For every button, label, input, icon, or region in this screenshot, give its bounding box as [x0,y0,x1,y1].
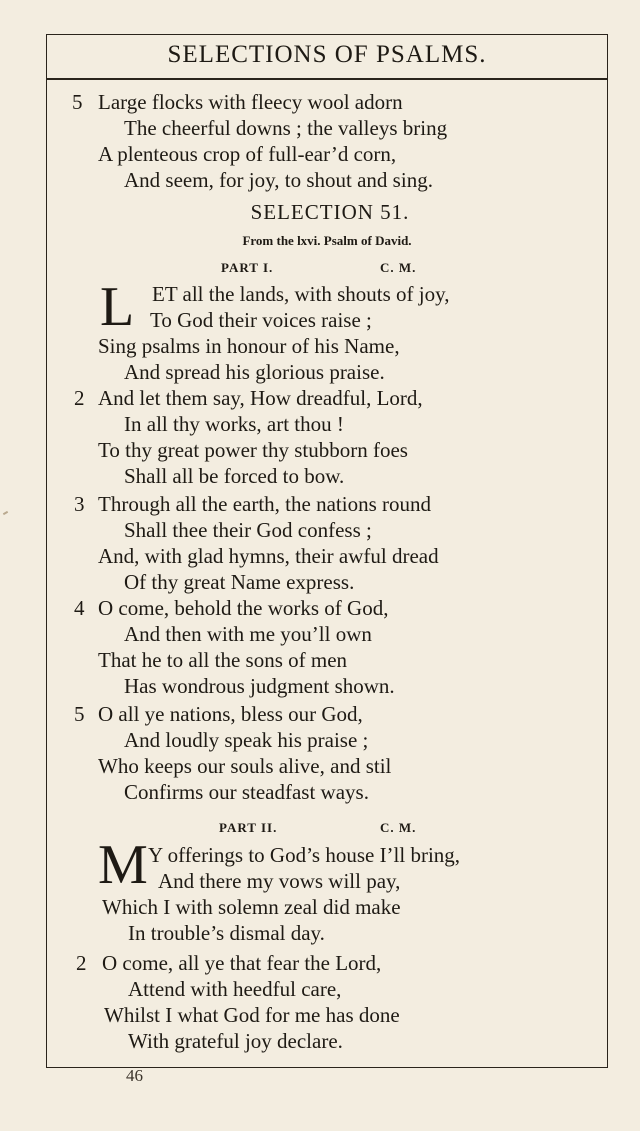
verse-line: And loudly speak his praise ; [124,728,369,752]
verse-line: Attend with heedful care, [128,977,342,1001]
verse-line: Y offerings to God’s house I’ll bring, [148,843,461,867]
verse-line: In trouble’s dismal day. [128,921,325,945]
stanza-number: 5 [74,702,85,726]
selection-source: From the lxvi. Psalm of David. [242,233,412,248]
stanza-number: 4 [74,596,85,620]
verse-line: And spread his glorious praise. [124,360,385,384]
verse-line: Large flocks with fleecy wool adorn [98,90,403,114]
margin-mark [3,511,8,515]
verse-line: Who keeps our souls alive, and stil [98,754,392,778]
part-label: PART II. [219,820,278,835]
verse-line: And then with me you’ll own [124,622,372,646]
verse-line: Shall thee their God confess ; [124,518,372,542]
verse-line: And, with glad hymns, their awful dread [98,544,439,568]
meter-label: C. M. [380,820,417,835]
verse-line: Sing psalms in honour of his Name, [98,334,400,358]
selection-title: SELECTION 51. [250,200,410,224]
verse-line: Of thy great Name express. [124,570,355,594]
verse-line: O all ye nations, bless our God, [98,702,363,726]
verse-line: And let them say, How dreadful, Lord, [98,386,423,410]
verse-line: ET all the lands, with shouts of joy, [152,282,450,306]
verse-line: And there my vows will pay, [158,869,401,893]
verse-line: In all thy works, art thou ! [124,412,344,436]
meter-label: C. M. [380,260,417,275]
stanza-number: 3 [74,492,85,516]
verse-line: O come, behold the works of God, [98,596,389,620]
verse-line: That he to all the sons of men [98,648,348,672]
verse-line: Whilst I what God for me has done [104,1003,400,1027]
drop-cap: L [100,276,135,338]
verse-line: The cheerful downs ; the valleys bring [124,116,448,140]
verse-line: Shall all be forced to bow. [124,464,345,488]
drop-cap: M [98,834,148,896]
verse-line: And seem, for joy, to shout and sing. [124,168,433,192]
verse-line: To God their voices raise ; [150,308,372,332]
stanza-number: 2 [76,951,87,975]
verse-line: Has wondrous judgment shown. [124,674,395,698]
verse-line: Which I with solemn zeal did make [102,895,401,919]
verse-line: Confirms our steadfast ways. [124,780,369,804]
stanza-number: 5 [72,90,83,114]
running-header: SELECTIONS OF PSALMS. [46,34,608,80]
verse-line: O come, all ye that fear the Lord, [102,951,382,975]
verse-line: With grateful joy declare. [128,1029,343,1053]
verse-line: To thy great power thy stubborn foes [98,438,408,462]
stanza-number: 2 [74,386,85,410]
verse-line: A plenteous crop of full-ear’d corn, [98,142,397,166]
part-label: PART I. [221,260,274,275]
verse-line: Through all the earth, the nations round [98,492,431,516]
page-number: 46 [126,1066,143,1085]
